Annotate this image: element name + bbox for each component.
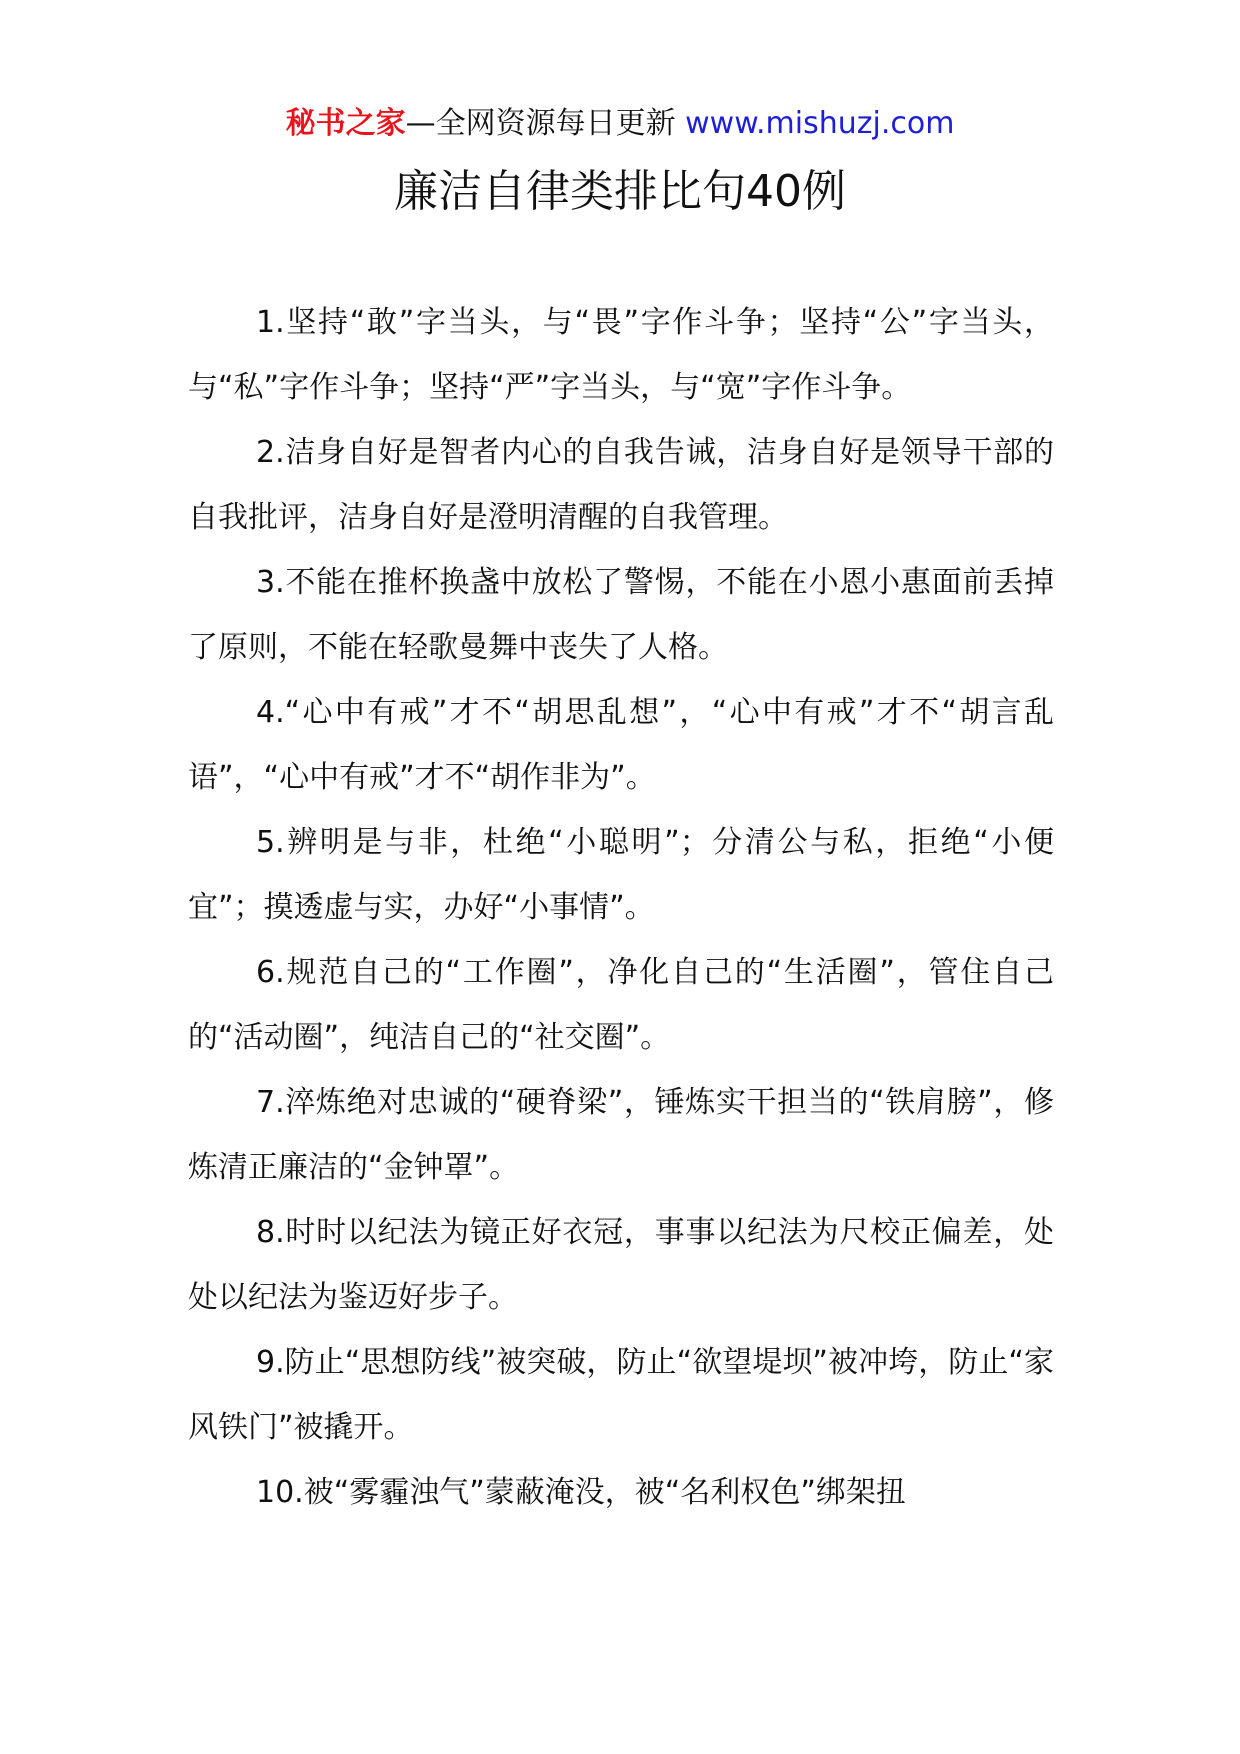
document-title: 廉洁自律类排比句40例 <box>394 166 846 217</box>
paragraph-7: 7.淬炼绝对忠诚的“硬脊梁”，锤炼实干担当的“铁肩膀”，修炼清正廉洁的“金钟罩”。 <box>188 1085 1054 1185</box>
paragraph-4: 4.“心中有戒”才不“胡思乱想”，“心中有戒”才不“胡言乱语”，“心中有戒”才不“胡作非为”。 <box>188 695 1054 795</box>
paragraph-1: 1.坚持“敢”字当头，与“畏”字作斗争；坚持“公”字当头，与“私”字作斗争；坚持“严”字当头，与“宽”字作斗争。 <box>188 305 1054 405</box>
page-header <box>0 104 1240 144</box>
paragraph-6: 6.规范自己的“工作圈”，净化自己的“生活圈”，管住自己的“活动圈”，纯洁自己的“社交圈”。 <box>188 955 1054 1055</box>
paragraph-2: 2.洁身自好是智者内心的自我告诫，洁身自好是领导干部的自我批评，洁身自好是澄明清醒的自我管理。 <box>188 435 1054 535</box>
site-link[interactable]: www.mishuzj.com <box>685 106 955 141</box>
paragraph-3: 3.不能在推杯换盏中放松了警惕，不能在小恩小惠面前丢掉了原则，不能在轻歌曼舞中丧失了人格。 <box>188 565 1054 665</box>
paragraph-5: 5.辨明是与非，杜绝“小聪明”；分清公与私，拒绝“小便宜”；摸透虚与实，办好“小事情”。 <box>188 825 1054 925</box>
document-body <box>188 290 1054 1525</box>
header-tagline: —全网资源每日更新 <box>405 106 676 141</box>
paragraph-8: 8.时时以纪法为镜正好衣冠，事事以纪法为尺校正偏差，处处以纪法为鉴迈好步子。 <box>188 1215 1054 1315</box>
brand-name: 秘书之家 <box>285 106 406 141</box>
paragraph-10: 10.被“雾霾浊气”蒙蔽淹没，被“名利权色”绑架扭 <box>256 1475 906 1510</box>
paragraph-9: 9.防止“思想防线”被突破，防止“欲望堤坝”被冲垮，防止“家风铁门”被撬开。 <box>188 1345 1054 1445</box>
